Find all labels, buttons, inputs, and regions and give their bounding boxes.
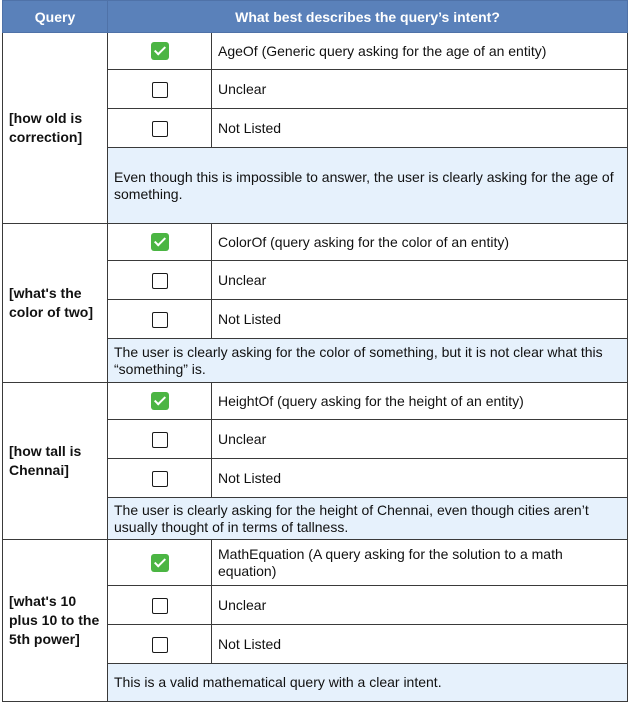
explanation-note: The user is clearly asking for the color of something, but it is not clear what this “something” is. <box>108 339 628 383</box>
unchecked-checkbox-icon[interactable] <box>152 273 168 289</box>
option-label: Unclear <box>212 70 628 109</box>
unchecked-checkbox-icon[interactable] <box>152 432 168 448</box>
checked-checkbox-icon[interactable] <box>151 233 169 251</box>
checkbox-cell[interactable] <box>108 109 212 148</box>
checked-checkbox-icon[interactable] <box>151 392 169 410</box>
unchecked-checkbox-icon[interactable] <box>152 598 168 614</box>
option-row <box>3 33 628 70</box>
option-label: Not Listed <box>212 300 628 339</box>
query-cell: [what's the color of two] <box>3 224 108 383</box>
checkbox-cell[interactable] <box>108 586 212 625</box>
header-query: Query <box>3 1 108 33</box>
checked-checkbox-icon[interactable] <box>151 554 169 572</box>
checked-checkbox-icon[interactable] <box>151 42 169 60</box>
option-label: MathEquation (A query asking for the solution to a math equation) <box>212 540 628 586</box>
option-label: Not Listed <box>212 109 628 148</box>
checkbox-cell[interactable] <box>108 383 212 420</box>
option-label: Unclear <box>212 420 628 459</box>
unchecked-checkbox-icon[interactable] <box>152 312 168 328</box>
option-row <box>3 383 628 420</box>
checkbox-cell[interactable] <box>108 33 212 70</box>
checkbox-cell[interactable] <box>108 420 212 459</box>
option-label: Not Listed <box>212 625 628 664</box>
checkbox-cell[interactable] <box>108 625 212 664</box>
option-row <box>3 540 628 586</box>
explanation-note: This is a valid mathematical query with a clear intent. <box>108 664 628 702</box>
table-header-row <box>3 1 628 33</box>
option-label: AgeOf (Generic query asking for the age of an entity) <box>212 33 628 70</box>
explanation-note: The user is clearly asking for the height of Chennai, even though cities aren’t usually thought of in terms of tallness. <box>108 498 628 540</box>
checkbox-cell[interactable] <box>108 300 212 339</box>
unchecked-checkbox-icon[interactable] <box>152 637 168 653</box>
query-cell: [what's 10 plus 10 to the 5th power] <box>3 540 108 702</box>
query-cell: [how old is correction] <box>3 33 108 224</box>
option-label: Unclear <box>212 586 628 625</box>
option-row <box>3 224 628 261</box>
checkbox-cell[interactable] <box>108 224 212 261</box>
checkbox-cell[interactable] <box>108 70 212 109</box>
unchecked-checkbox-icon[interactable] <box>152 121 168 137</box>
unchecked-checkbox-icon[interactable] <box>152 82 168 98</box>
explanation-note: Even though this is impossible to answer, the user is clearly asking for the age of something. <box>108 148 628 224</box>
checkbox-cell[interactable] <box>108 540 212 586</box>
header-intent: What best describes the query’s intent? <box>108 1 628 33</box>
unchecked-checkbox-icon[interactable] <box>152 471 168 487</box>
option-label: ColorOf (query asking for the color of an entity) <box>212 224 628 261</box>
checkbox-cell[interactable] <box>108 459 212 498</box>
option-label: Not Listed <box>212 459 628 498</box>
option-label: Unclear <box>212 261 628 300</box>
checkbox-cell[interactable] <box>108 261 212 300</box>
intent-rating-table <box>2 0 628 702</box>
query-cell: [how tall is Chennai] <box>3 383 108 540</box>
option-label: HeightOf (query asking for the height of an entity) <box>212 383 628 420</box>
